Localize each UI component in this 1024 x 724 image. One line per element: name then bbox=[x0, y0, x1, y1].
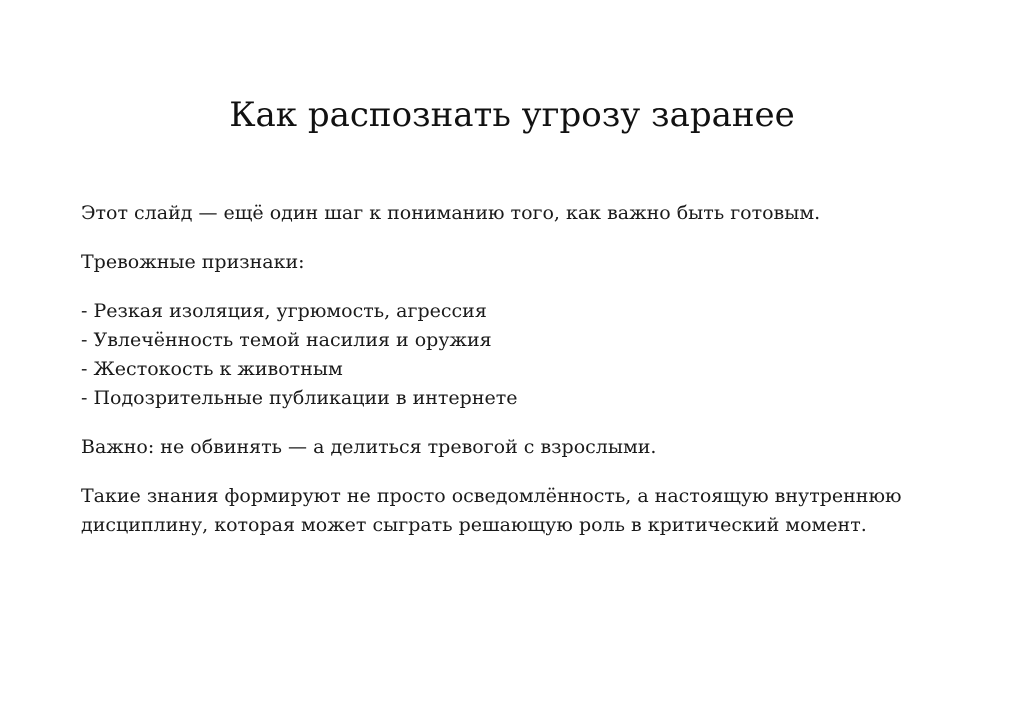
list-item: - Подозрительные публикации в интернете bbox=[81, 387, 518, 409]
list-item: - Резкая изоляция, угрюмость, агрессия bbox=[81, 300, 487, 322]
important-note: Важно: не обвинять — а делиться тревогой с взрослыми. bbox=[81, 436, 657, 458]
slide-title: Как распознать угрозу заранее bbox=[229, 95, 795, 135]
list-item: - Увлечённость темой насилия и оружия bbox=[81, 329, 492, 351]
signs-list bbox=[81, 297, 961, 413]
list-item: - Жестокость к животным bbox=[81, 358, 343, 380]
intro-paragraph: Этот слайд — ещё один шаг к пониманию того, как важно быть готовым. bbox=[81, 202, 821, 224]
slide-content bbox=[81, 199, 961, 560]
signs-heading: Тревожные признаки: bbox=[81, 251, 305, 273]
conclusion-paragraph: Такие знания формируют не просто осведомлённость, а настоящую внутреннюю дисциплину, которая может сыграть решающую роль в критический момент. bbox=[81, 485, 902, 536]
